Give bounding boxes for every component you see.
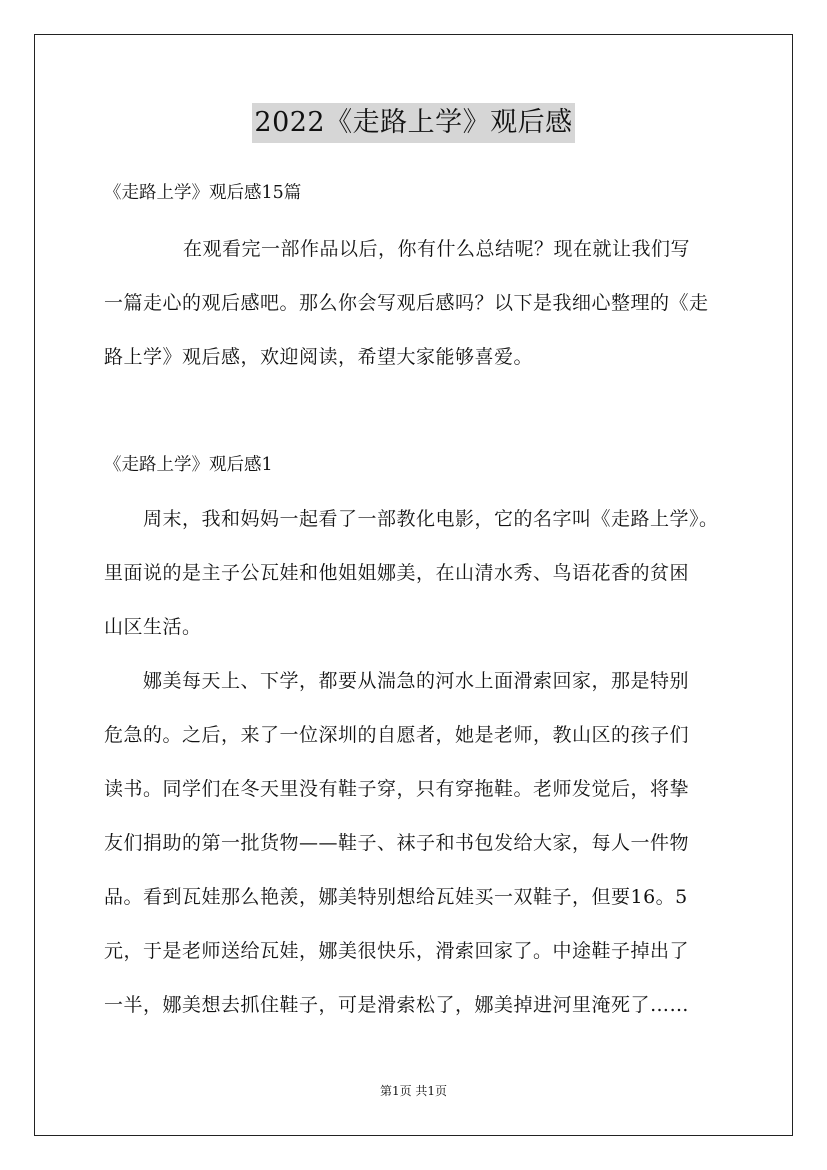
paragraph2-line-3: 读书。同学们在冬天里没有鞋子穿，只有穿拖鞋。老师发觉后，将挚 [104, 778, 690, 800]
paragraph1-line-1: 周末，我和妈妈一起看了一部教化电影，它的名字叫《走路上学》。 [143, 508, 719, 530]
paragraph2-line-5: 品。看到瓦娃那么艳羡，娜美特别想给瓦娃买一双鞋子，但要16。5 [104, 886, 688, 908]
intro-line-1: 在观看完一部作品以后，你有什么总结呢？现在就让我们写 [183, 238, 691, 260]
paragraph2-line-7: 一半，娜美想去抓住鞋子，可是滑索松了，娜美掉进河里淹死了…… [104, 994, 690, 1016]
paragraph1-line-3: 山区生活。 [104, 616, 202, 638]
intro-line-3: 路上学》观后感，欢迎阅读，希望大家能够喜爱。 [104, 346, 534, 368]
paragraph2-line-4: 友们捐助的第一批货物——鞋子、袜子和书包发给大家，每人一件物 [104, 832, 690, 854]
document-title: 2022《走路上学》观后感 [252, 103, 574, 143]
paragraph2-line-2: 危急的。之后，来了一位深圳的自愿者，她是老师，教山区的孩子们 [104, 724, 690, 746]
paragraph1-line-2: 里面说的是主子公瓦娃和他姐姐娜美，在山清水秀、鸟语花香的贫困 [104, 562, 690, 584]
document-subtitle: 《走路上学》观后感15篇 [104, 183, 302, 203]
section-heading: 《走路上学》观后感1 [104, 455, 273, 475]
paragraph2-line-1: 娜美每天上、下学，都要从湍急的河水上面滑索回家，那是特别 [143, 670, 690, 692]
page-footer: 第1页 共1页 [379, 1084, 448, 1098]
intro-line-2: 一篇走心的观后感吧。那么你会写观后感吗？以下是我细心整理的《走 [104, 292, 709, 314]
paragraph2-line-6: 元，于是老师送给瓦娃，娜美很快乐，滑索回家了。中途鞋子掉出了 [104, 940, 690, 962]
title-container [0, 103, 827, 143]
